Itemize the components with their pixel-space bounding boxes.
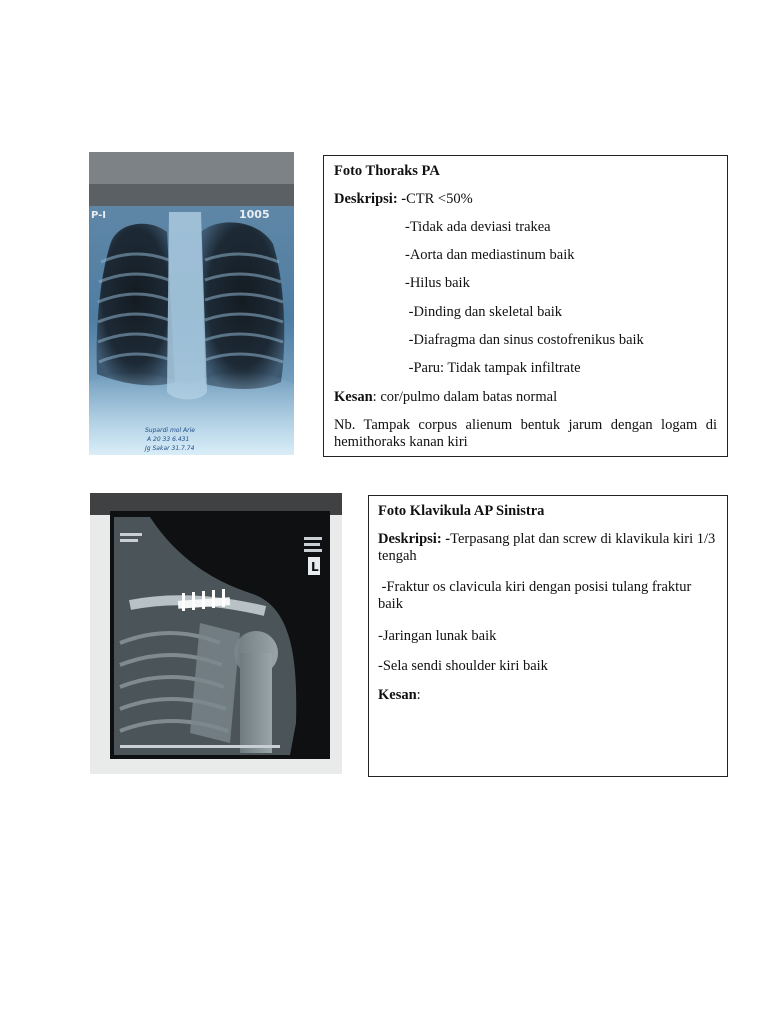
thorax-kesan-text: : cor/pulmo dalam batas normal: [372, 389, 558, 405]
film-side-marker: L: [311, 560, 319, 574]
film-marker: 1005: [239, 208, 270, 221]
film-side-marker: P-I: [91, 210, 107, 221]
thorax-item: -Tidak ada deviasi trakea: [405, 219, 551, 235]
clavicle-desc-first: Terpasang plat dan screw di klavikula kiri 1/3 tengah: [378, 531, 716, 564]
thorax-title: Foto Thoraks PA: [334, 163, 440, 179]
thorax-item: -Dinding dan skeletal baik: [405, 304, 563, 320]
chest-xray-image: [89, 152, 294, 455]
thorax-item: -Hilus baik: [405, 275, 470, 291]
clavicle-item: -Jaringan lunak baik: [378, 628, 497, 644]
thorax-item: -Aorta dan mediastinum baik: [405, 247, 575, 263]
film-handwriting-line: A 20 33 6.431: [147, 436, 190, 443]
clavicle-report-box: [368, 495, 728, 777]
film-handwriting-line: Supardi mol Arie: [145, 427, 195, 434]
thorax-desc-first: CTR <50%: [406, 191, 473, 207]
thorax-item: -Paru: Tidak tampak infiltrate: [405, 360, 581, 376]
thorax-note: Nb. Tampak corpus alienum bentuk jarum dengan logam di hemithoraks kanan kiri: [334, 417, 717, 450]
thorax-report-box: [323, 155, 728, 457]
clavicle-xray-image: [90, 493, 342, 774]
clavicle-kesan-text: :: [416, 687, 421, 703]
thorax-item: -Diafragma dan sinus costofrenikus baik: [405, 332, 644, 348]
clavicle-item: -Fraktur os clavicula kiri dengan posisi tulang fraktur baik: [378, 579, 695, 612]
clavicle-kesan-label: Kesan: [378, 687, 417, 703]
thorax-desc-label: Deskripsi: -: [334, 191, 407, 207]
clavicle-desc-label: Deskripsi: -: [378, 531, 451, 547]
thorax-kesan-label: Kesan: [334, 389, 373, 405]
clavicle-item: -Sela sendi shoulder kiri baik: [378, 658, 548, 674]
clavicle-title: Foto Klavikula AP Sinistra: [378, 503, 545, 519]
film-handwriting-line: Jg Sakar 31.7.74: [145, 445, 195, 452]
